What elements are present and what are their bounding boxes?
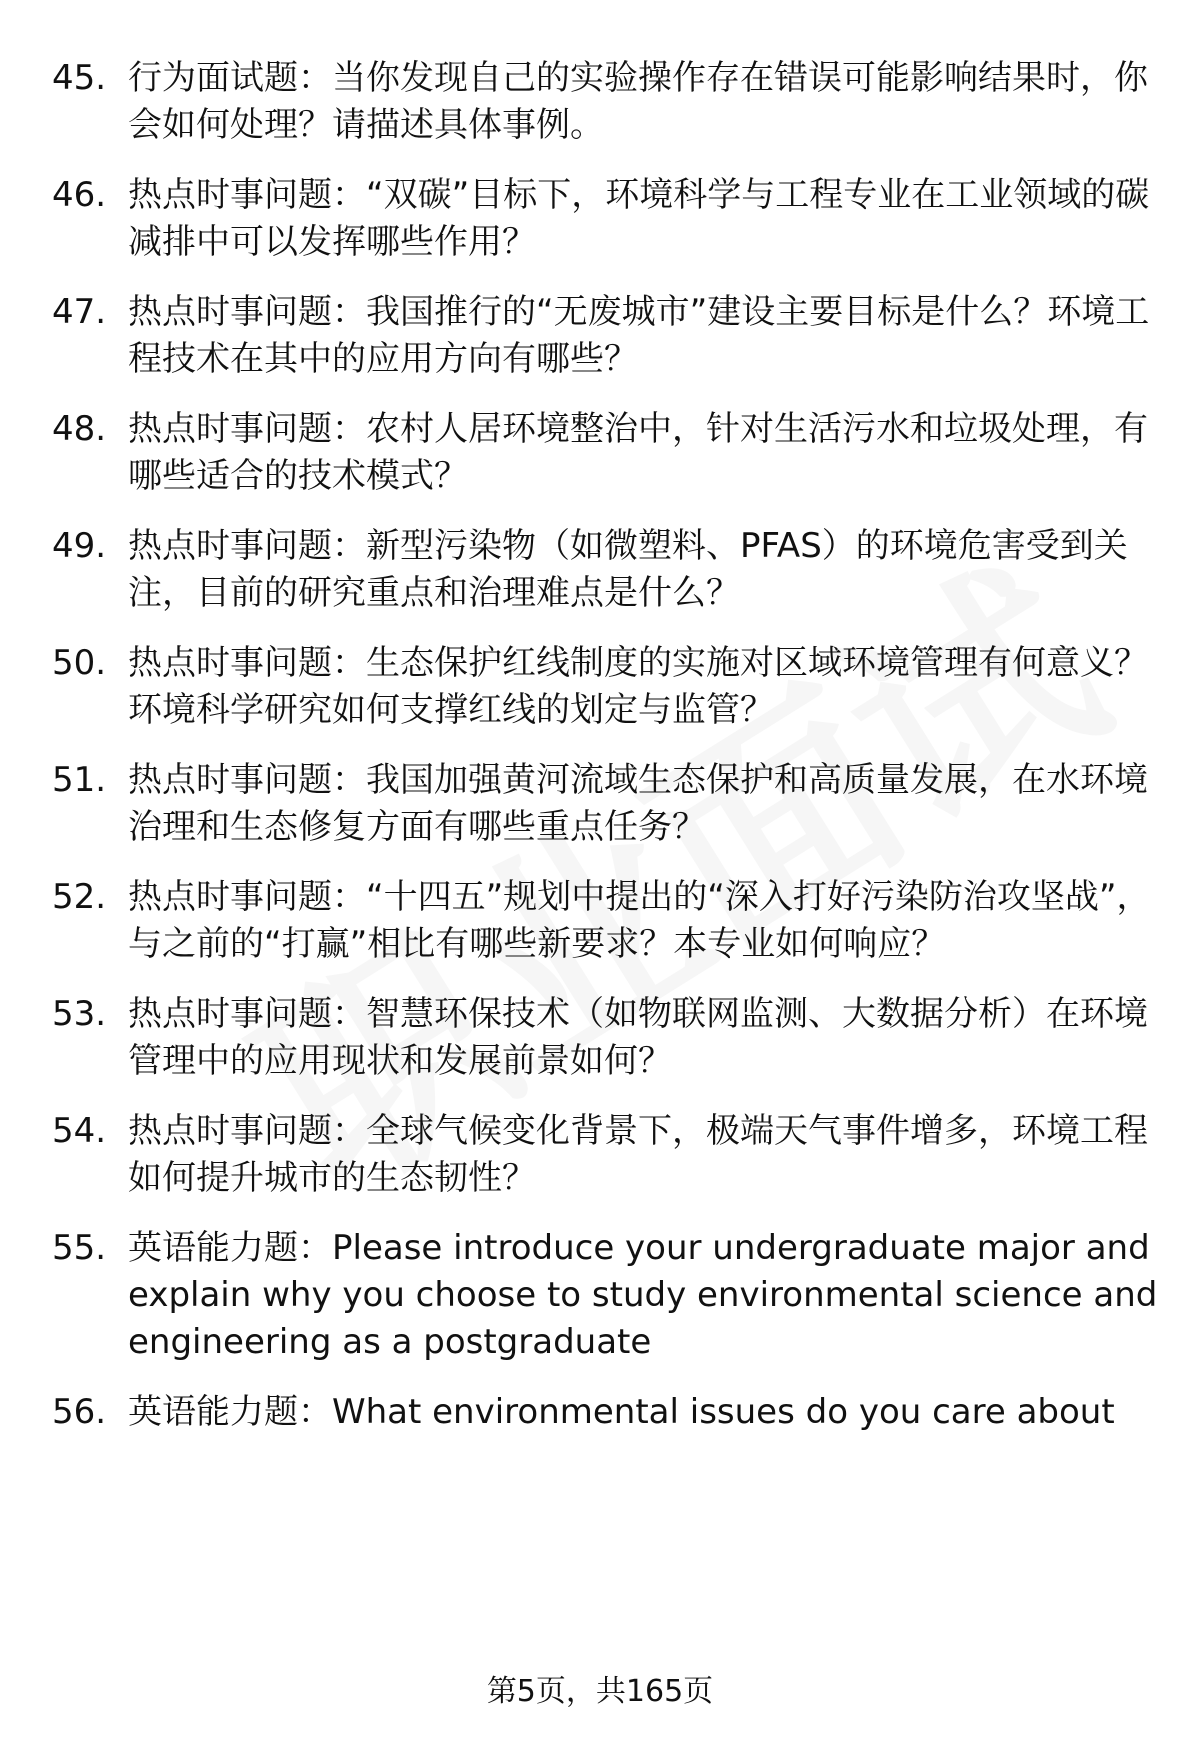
page-indicator: 第5页，共165页 (486, 1674, 714, 1709)
question-item (0, 55, 1200, 149)
question-item (0, 1108, 1200, 1202)
question-text: 英语能力题：Please introduce your undergraduate major and explain why you choose to study environmental science and engineering as a postgraduate (128, 1228, 1158, 1362)
question-text: 热点时事问题：我国推行的“无废城市”建设主要目标是什么？环境工程技术在其中的应用方向有哪些？ (128, 292, 1150, 379)
question-number: 47. (52, 292, 107, 332)
question-number: 50. (52, 643, 107, 683)
question-item (0, 640, 1200, 734)
question-number: 56. (52, 1392, 107, 1432)
question-number: 49. (52, 526, 107, 566)
question-text: 热点时事问题：“十四五”规划中提出的“深入打好污染防治攻坚战”，与之前的“打赢”相比有哪些新要求？本专业如何响应？ (128, 877, 1151, 964)
question-list (0, 55, 1200, 1459)
question-item (0, 757, 1200, 851)
question-number: 46. (52, 175, 107, 215)
question-number: 53. (52, 994, 107, 1034)
question-text: 热点时事问题：“双碳”目标下，环境科学与工程专业在工业领域的碳减排中可以发挥哪些作用？ (128, 175, 1150, 262)
question-item (0, 289, 1200, 383)
question-text: 英语能力题：What environmental issues do you care about (128, 1392, 1115, 1432)
question-item (0, 172, 1200, 266)
question-item (0, 406, 1200, 500)
question-item (0, 1389, 1200, 1436)
question-item (0, 874, 1200, 968)
question-item (0, 523, 1200, 617)
question-text: 热点时事问题：新型污染物（如微塑料、PFAS）的环境危害受到关注，目前的研究重点和治理难点是什么？ (128, 526, 1128, 613)
question-text: 热点时事问题：农村人居环境整治中，针对生活污水和垃圾处理，有哪些适合的技术模式？ (128, 409, 1148, 496)
question-number: 45. (52, 58, 107, 98)
question-number: 52. (52, 877, 107, 917)
question-text: 热点时事问题：全球气候变化背景下，极端天气事件增多，环境工程如何提升城市的生态韧性？ (128, 1111, 1148, 1198)
question-item (0, 1225, 1200, 1366)
question-number: 54. (52, 1111, 107, 1151)
question-text: 行为面试题：当你发现自己的实验操作存在错误可能影响结果时，你会如何处理？请描述具体事例。 (128, 58, 1148, 145)
question-text: 热点时事问题：智慧环保技术（如物联网监测、大数据分析）在环境管理中的应用现状和发展前景如何？ (128, 994, 1148, 1081)
question-text: 热点时事问题：我国加强黄河流域生态保护和高质量发展，在水环境治理和生态修复方面有哪些重点任务？ (128, 760, 1148, 847)
question-number: 51. (52, 760, 107, 800)
question-text: 热点时事问题：生态保护红线制度的实施对区域环境管理有何意义？环境科学研究如何支撑红线的划定与监管？ (128, 643, 1148, 730)
question-number: 48. (52, 409, 107, 449)
question-number: 55. (52, 1228, 107, 1268)
question-item (0, 991, 1200, 1085)
